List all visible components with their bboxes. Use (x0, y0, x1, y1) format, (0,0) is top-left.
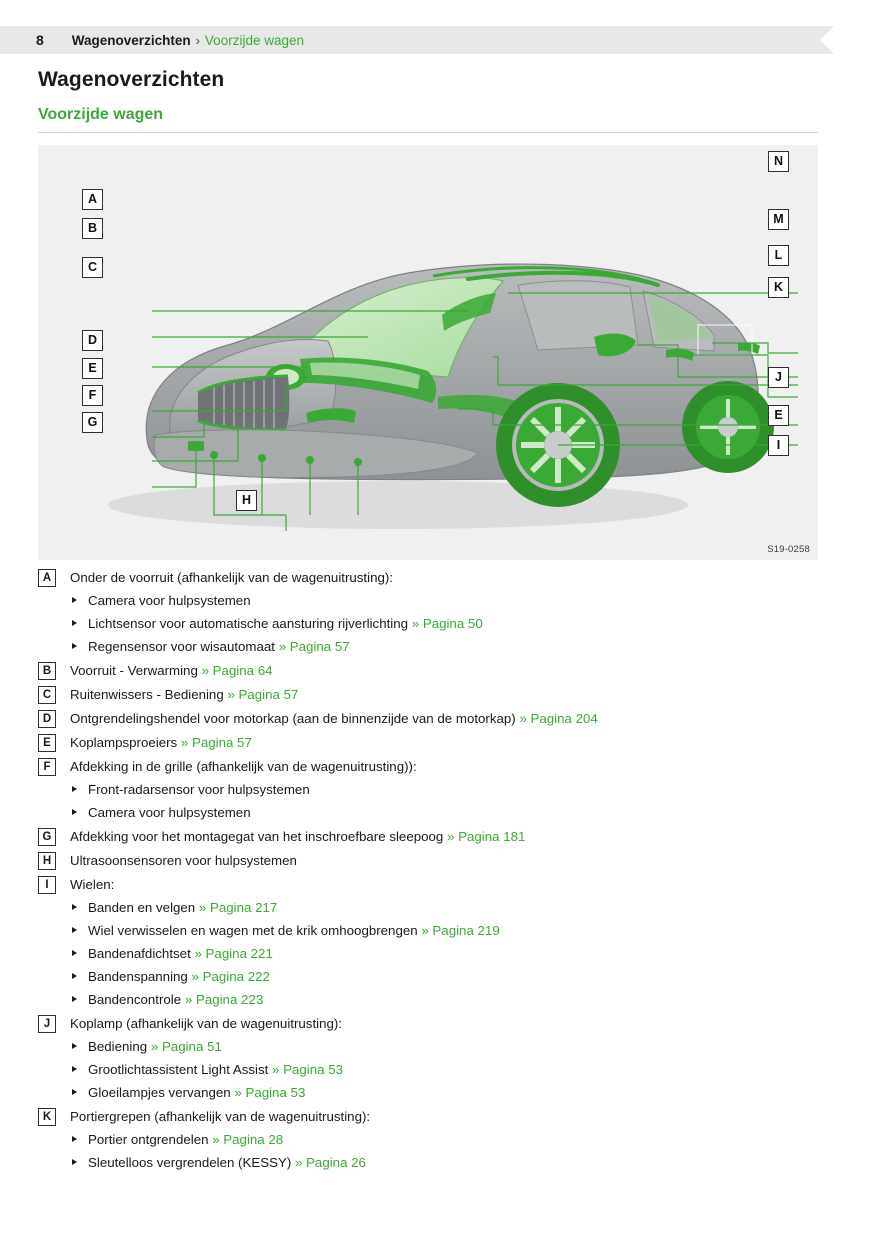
legend-key: G (38, 828, 56, 846)
sub-text: Banden en velgen (88, 900, 196, 915)
page-ref-link[interactable]: » Pagina 219 (421, 923, 500, 938)
callout-e-left: E (82, 358, 103, 379)
sub-text: Grootlichtassistent Light Assist (88, 1062, 269, 1077)
list-item (70, 921, 828, 940)
page-ref-link[interactable]: » Pagina 223 (184, 992, 264, 1007)
page-number: 8 (36, 32, 44, 48)
breadcrumb-section: Voorzijde wagen (204, 32, 304, 48)
page-ref-link[interactable]: » Pagina 57 (180, 735, 252, 750)
legend-head (70, 827, 828, 846)
list-item (70, 990, 828, 1009)
callout-a: A (82, 189, 103, 210)
legend-head-text: Voorruit - Verwarming (70, 663, 198, 678)
legend-head-text: Portiergrepen (afhankelijk van de wagenuitrusting): (70, 1109, 371, 1124)
page-ref-link[interactable]: » Pagina 57 (278, 639, 350, 654)
breadcrumb-chapter: Wagenoverzichten (71, 32, 191, 48)
legend-item-b (38, 661, 828, 680)
sub-text: Bediening (88, 1039, 148, 1054)
list-item (70, 1037, 828, 1056)
legend-item-d (38, 709, 828, 728)
title-divider (38, 132, 818, 133)
legend-head (70, 1014, 828, 1033)
legend-sublist (70, 780, 828, 822)
legend-item-i (38, 875, 828, 1009)
list-item (70, 1130, 828, 1149)
page-ref-link[interactable]: » Pagina 51 (150, 1039, 222, 1054)
legend-sublist (70, 591, 828, 656)
figure-code: S19-0258 (767, 544, 810, 555)
list-item (70, 780, 828, 799)
legend-item-f (38, 757, 828, 822)
legend-head (70, 875, 828, 894)
page-ref-link[interactable]: » Pagina 26 (294, 1155, 366, 1170)
page-ref-link[interactable]: » Pagina 53 (234, 1085, 306, 1100)
legend-head-text: Ruitenwissers - Bediening (70, 687, 224, 702)
sub-text: Portier ontgrendelen (88, 1132, 209, 1147)
callout-j: J (768, 367, 789, 388)
legend-key: K (38, 1108, 56, 1126)
list-item (70, 614, 828, 633)
page-ref-link[interactable]: » Pagina 53 (272, 1062, 344, 1077)
sub-text: Bandenspanning (88, 969, 188, 984)
list-item (70, 637, 828, 656)
vehicle-illustration (38, 145, 818, 560)
legend-item-a (38, 568, 828, 656)
callout-c: C (82, 257, 103, 278)
page-ref-link[interactable]: » Pagina 221 (194, 946, 273, 961)
callout-g: G (82, 412, 103, 433)
legend-key: F (38, 758, 56, 776)
legend-sublist (70, 898, 828, 1009)
legend-key: E (38, 734, 56, 752)
legend-key: J (38, 1015, 56, 1033)
page-ref-link[interactable]: » Pagina 204 (519, 711, 598, 726)
legend-head (70, 757, 828, 776)
legend-head-text: Ontgrendelingshendel voor motorkap (aan de binnenzijde van de motorkap) (70, 711, 516, 726)
legend-head-text: Ultrasoonsensoren voor hulpsystemen (70, 853, 297, 868)
legend-head-text: Wielen: (70, 877, 115, 892)
list-item (70, 1060, 828, 1079)
legend-item-j (38, 1014, 828, 1102)
list-item (70, 803, 828, 822)
legend-key: C (38, 686, 56, 704)
callout-e-right: E (768, 405, 789, 426)
legend-head-text: Koplampsproeiers (70, 735, 178, 750)
legend-item-c (38, 685, 828, 704)
callout-h: H (236, 490, 257, 511)
callout-i: I (768, 435, 789, 456)
legend-item-e (38, 733, 828, 752)
callout-n: N (768, 151, 789, 172)
sub-text: Camera voor hulpsystemen (88, 805, 251, 820)
legend-sublist (70, 1130, 828, 1172)
page-ref-link[interactable]: » Pagina 181 (447, 829, 526, 844)
breadcrumb-separator-icon: › (195, 32, 200, 48)
legend-list (38, 568, 828, 1174)
list-item (70, 898, 828, 917)
legend-item-h (38, 851, 828, 870)
legend-sublist (70, 1037, 828, 1102)
list-item (70, 591, 828, 610)
list-item (70, 944, 828, 963)
legend-item-g (38, 827, 828, 846)
legend-head-text: Afdekking in de grille (afhankelijk van de wagenuitrusting)): (70, 759, 417, 774)
page-ref-link[interactable]: » Pagina 28 (212, 1132, 284, 1147)
callout-f: F (82, 385, 103, 406)
callout-b: B (82, 218, 103, 239)
legend-head (70, 709, 828, 728)
legend-head (70, 661, 828, 680)
page-title: Wagenoverzichten (38, 68, 225, 91)
callout-m: M (768, 209, 789, 230)
list-item (70, 967, 828, 986)
sub-text: Sleutelloos vergrendelen (KESSY) (88, 1155, 292, 1170)
sub-text: Gloeilampjes vervangen (88, 1085, 231, 1100)
list-item (70, 1083, 828, 1102)
breadcrumb (0, 26, 820, 54)
page-ref-link[interactable]: » Pagina 50 (411, 616, 483, 631)
callout-d: D (82, 330, 103, 351)
sub-text: Wiel verwisselen en wagen met de krik omhoogbrengen (88, 923, 418, 938)
legend-head (70, 568, 828, 587)
section-title: Voorzijde wagen (38, 106, 164, 123)
page-ref-link[interactable]: » Pagina 217 (198, 900, 278, 915)
callout-k: K (768, 277, 789, 298)
page-ref-link[interactable]: » Pagina 222 (191, 969, 270, 984)
legend-key: I (38, 876, 56, 894)
legend-head (70, 733, 828, 752)
legend-key: D (38, 710, 56, 728)
legend-head-text: Afdekking voor het montagegat van het inschroefbare sleepoog (70, 829, 444, 844)
sub-text: Bandenafdichtset (88, 946, 191, 961)
sub-text: Bandencontrole (88, 992, 182, 1007)
sub-text: Camera voor hulpsystemen (88, 593, 251, 608)
legend-key: H (38, 852, 56, 870)
sub-text: Front-radarsensor voor hulpsystemen (88, 782, 310, 797)
page-ref-link[interactable]: » Pagina 64 (201, 663, 273, 678)
legend-head (70, 685, 828, 704)
legend-key: B (38, 662, 56, 680)
legend-key: A (38, 569, 56, 587)
callout-l: L (768, 245, 789, 266)
legend-item-k (38, 1107, 828, 1172)
legend-head (70, 851, 828, 870)
legend-head-text: Onder de voorruit (afhankelijk van de wagenuitrusting): (70, 570, 393, 585)
sub-text: Regensensor voor wisautomaat (88, 639, 275, 654)
sub-text: Lichtsensor voor automatische aansturing rijverlichting (88, 616, 409, 631)
legend-head (70, 1107, 828, 1126)
page-ref-link[interactable]: » Pagina 57 (227, 687, 299, 702)
list-item (70, 1153, 828, 1172)
vehicle-front-overview-figure (38, 145, 818, 560)
legend-head-text: Koplamp (afhankelijk van de wagenuitrusting): (70, 1016, 343, 1031)
